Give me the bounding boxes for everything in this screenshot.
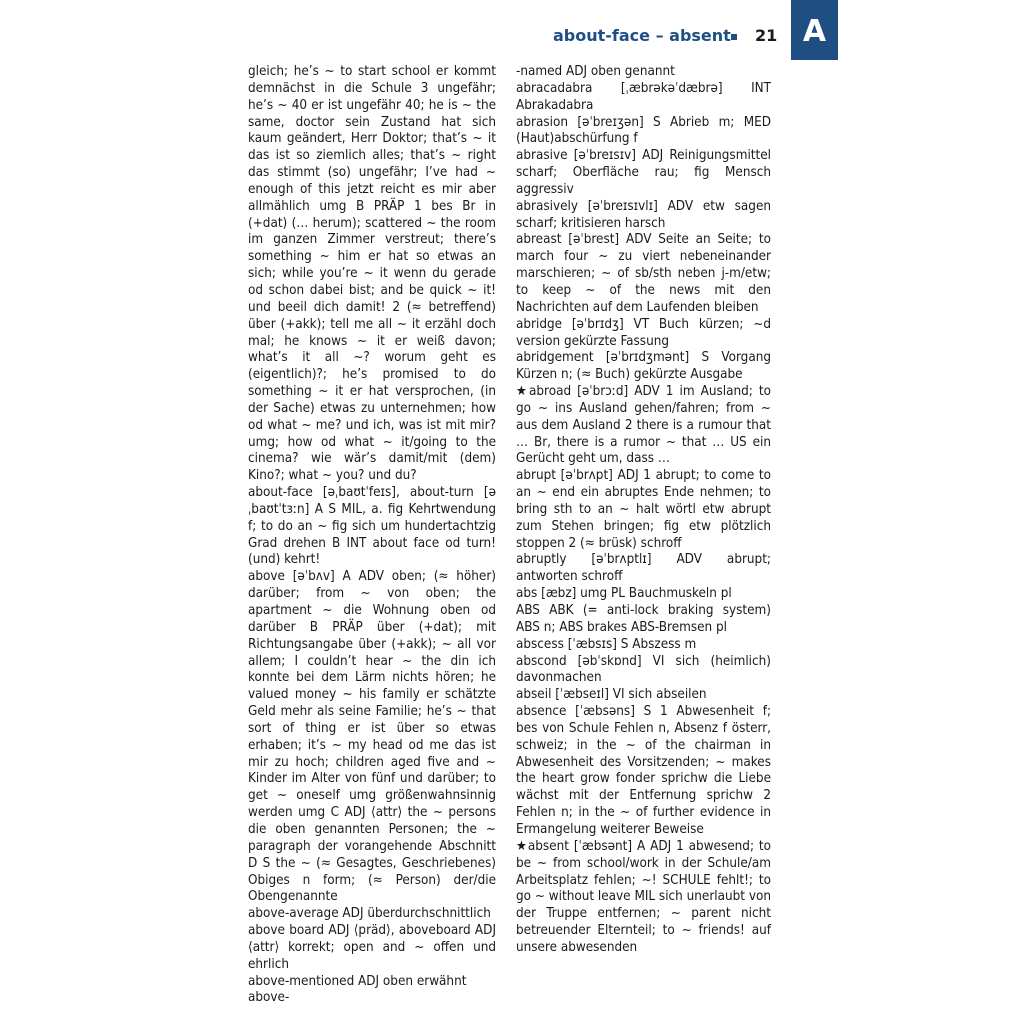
- entry-absent: ★absent [ˈæbsənt] A ADJ 1 abwesend; to be ~ from school/work in der Schule/am Arbeitsplatz fehlen; ~! SCHULE fehlt!; to go ~ without leave MIL sich unerlaubt von der Truppe entfernen; ~ parent nicht betreuender Elternteil; to ~ friends! auf unsere abwesenden: [516, 838, 771, 955]
- entry-abrasively: abrasively [əˈbreɪsɪvlɪ] ADV etw sagen scharf; kritisieren harsch: [516, 198, 771, 231]
- entry-above-average: above-average ADJ überdurchschnittlich: [248, 906, 491, 922]
- entry-above-board: above board ADJ ⟨präd⟩, aboveboard ADJ ⟨attr⟩ korrekt; open and ~ offen und ehrlich: [248, 923, 496, 972]
- entry-above-mentioned: above-mentioned ADJ oben erwähnt: [248, 973, 467, 989]
- entry-abrasion: abrasion [əˈbreɪʒən] S Abrieb m; MED (Haut)abschürfung f: [516, 114, 771, 147]
- entry-abrasive: abrasive [əˈbreɪsɪv] ADJ Reinigungsmittel scharf; Oberfläche rau; fig Mensch aggressiv: [516, 148, 771, 197]
- entry-about-face: about-face [əˌbaʊtˈfeɪs], about-turn [əˌbaʊtˈtɜːn] A S MIL, a. fig Kehrtwendung f; to do an ~ fig sich um hundertachtzig Grad drehen B INT about face od turn! (und) kehrt!: [248, 485, 496, 568]
- header-separator-square: [731, 34, 737, 40]
- running-header-title: about-face – absent: [553, 26, 731, 45]
- entry-ABS: ABS ABK (= anti-lock braking system) ABS n; ABS brakes ABS-Bremsen pl: [516, 603, 771, 635]
- right-column: [516, 64, 771, 957]
- entry-above-named-start: above-: [248, 990, 290, 1006]
- page-number: 21: [755, 26, 778, 45]
- entry-abseil: abseil [ˈæbseɪl] VI sich abseilen: [516, 687, 707, 703]
- section-letter-tab: A: [791, 0, 838, 60]
- entry-abs: abs [æbz] umg PL Bauchmuskeln pl: [516, 586, 732, 602]
- entry-abridge: abridge [əˈbrɪdʒ] VT Buch kürzen; ~d version gekürzte Fassung: [516, 316, 771, 349]
- entry-abreast: abreast [əˈbrest] ADV Seite an Seite; to march four ~ zu viert nebeneinander marschieren; ~ of sb/sth neben j-m/etw; to keep ~ of the news mit den Nachrichten auf dem Laufenden bleiben: [516, 232, 771, 315]
- entry-abroad: ★abroad [əˈbrɔːd] ADV 1 im Ausland; to go ~ ins Ausland gehen/fahren; from ~ aus dem Ausland 2 there is a rumour that … Br, there is a rumor ~ that … US ein Gerücht geht um, dass …: [516, 384, 771, 467]
- entry-abrupt: abrupt [əˈbrʌpt] ADJ 1 abrupt; to come to an ~ end ein abruptes Ende nehmen; to bring sth to an ~ halt wörtl etw abrupt zum Stehen bringen; fig etw plötzlich stoppen 2 (≈ brüsk) schroff: [516, 468, 771, 551]
- entry-above: above [əˈbʌv] A ADV oben; (≈ höher) darüber; from ~ von oben; the apartment ~ die Wohnung oben od darüber B PRÄP über (+dat); mit Richtungsangabe über (+akk); ~ all vor allem; I couldn’t hear ~ the din ich konnte bei dem Lärm nichts hören; he valued money ~ his family er schätzte Geld mehr als seine Familie; he’s ~ that sort of thing er ist über so etwas erhaben; it’s ~ my head od me das ist mir zu hoch; children aged five and ~ Kinder im Alter von fünf und darüber; to get ~ oneself umg größenwahnsinnig werden umg C ADJ ⟨attr⟩ the ~ persons die oben genannten Personen; the ~ paragraph der vorangehende Abschnitt D S the ~ (≈ Gesagtes, Geschriebenes) Obiges n form; (≈ Person) der/die Obengenannte: [248, 569, 496, 905]
- entry-abscond: abscond [əbˈskɒnd] VI sich (heimlich) davonmachen: [516, 653, 771, 686]
- left-column: [248, 64, 496, 1007]
- entry-absence: absence [ˈæbsəns] S 1 Abwesenheit f; bes von Schule Fehlen n, Absenz f österr, schweiz; in the ~ of the chairman in Abwesenheit des Vorsitzenden; ~ makes the heart grow fonder sprichw die Liebe wächst mit der Entfernung sprichw 2 Fehlen n; in the ~ of further evidence in Ermangelung weiterer Beweise: [516, 704, 771, 837]
- entry-abridgement: abridgement [əˈbrɪdʒmənt] S Vorgang Kürzen n; (≈ Buch) gekürzte Ausgabe: [516, 350, 771, 383]
- entry-above-named-end: -named ADJ oben genannt: [516, 64, 675, 79]
- entry-abracadabra: abracadabra [ˌæbrəkəˈdæbrə] INT Abrakadabra: [516, 80, 771, 113]
- entry-about-continued: gleich; he’s ~ to start school er kommt demnächst in die Schule 3 ungefähr; he’s ~ 40 er ist ungefähr 40; he is ~ the same, doctor sein Zustand hat sich kaum geändert, Herr Doktor; that’s ~ it das ist so ziemlich alles; that’s ~ right das stimmt (so) ungefähr; I’ve had ~ enough of this jetzt reicht es mir aber allmählich umg B PRÄP 1 bes Br in (+dat) (… herum); scattered ~ the room im ganzen Zimmer verstreut; there’s something ~ him er hat so etwas an sich; while you’re ~ it wenn du gerade od schon dabei bist; and be quick ~ it! und beeil dich damit! 2 (≈ betreffend) über (+akk); tell me all ~ it erzähl doch mal; he knows ~ it er weiß davon; what’s it all ~? worum geht es (eigentlich)?; he’s promised to do something ~ it er hat versprochen, (in der Sache) etwas zu unternehmen; how od what ~ me? und ich, was ist mit mir? umg; how od what ~ it/going to the cinema? wie wär’s damit/mit (dem) Kino?; what ~ you? und du?: [248, 64, 496, 484]
- entry-abscess: abscess [ˈæbsɪs] S Abszess m: [516, 636, 697, 652]
- entry-abruptly: abruptly [əˈbrʌptlɪ] ADV abrupt; antworten schroff: [516, 552, 771, 585]
